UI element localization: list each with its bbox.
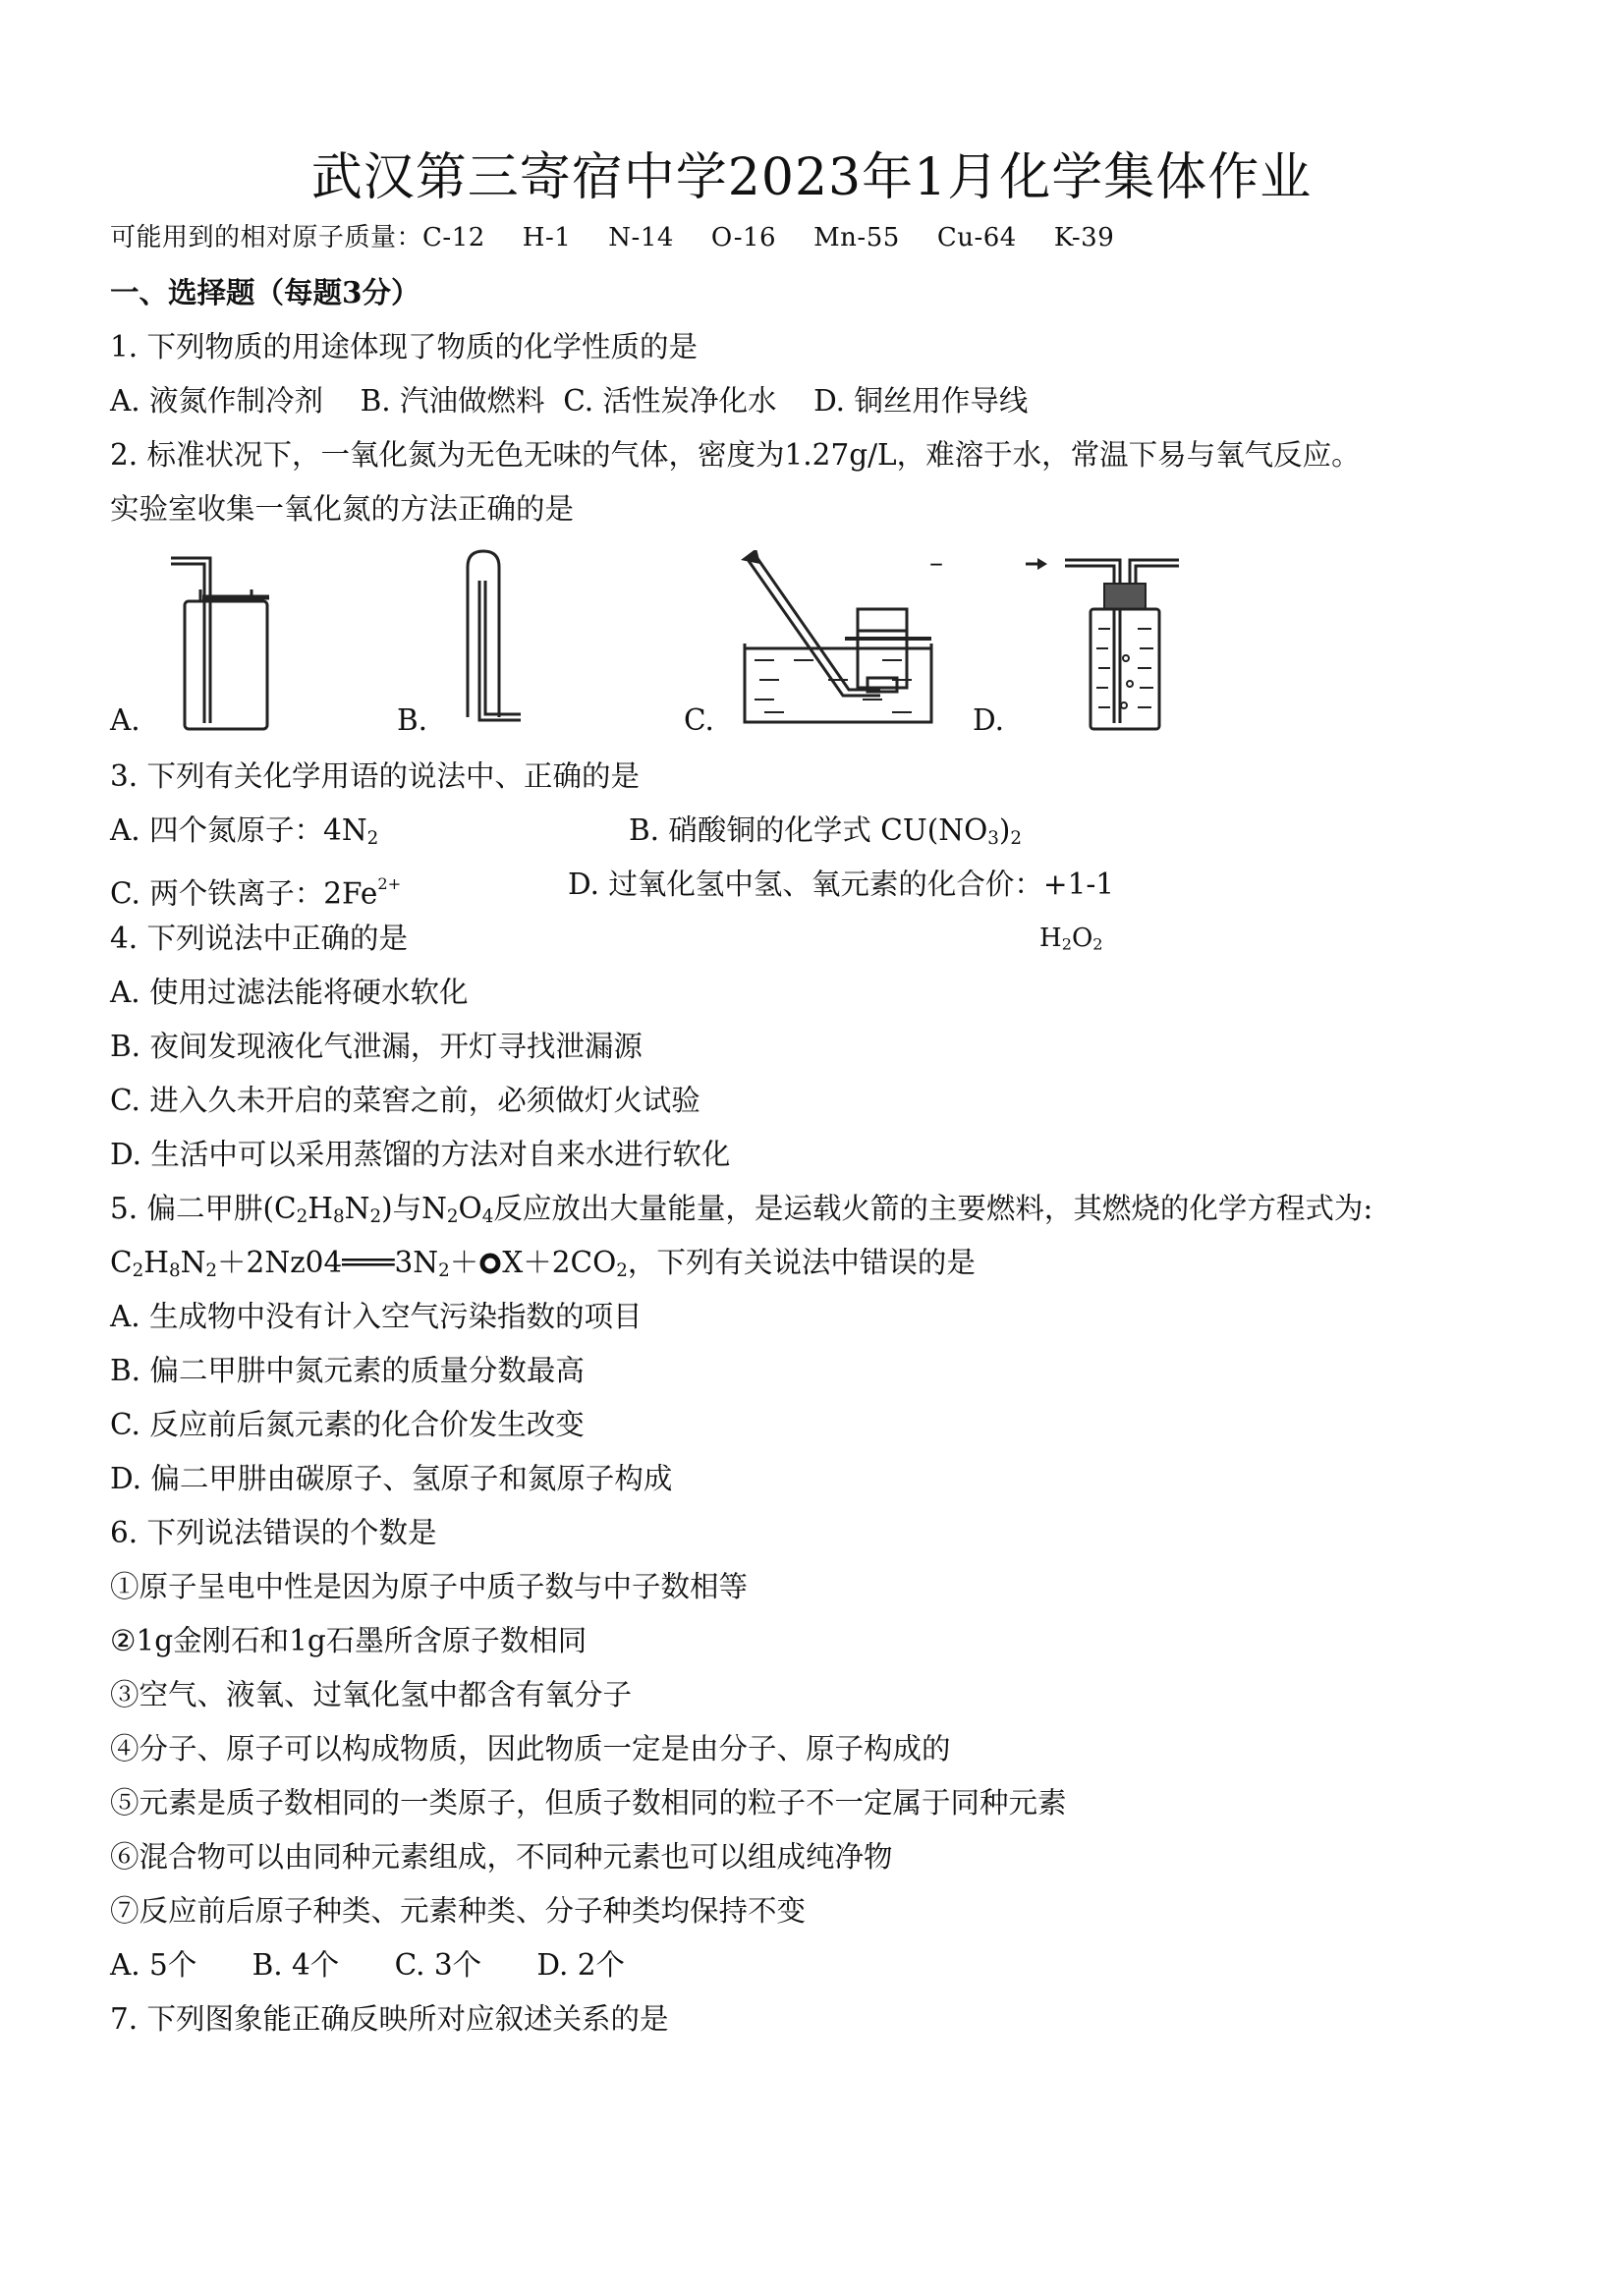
mass-h: H-1 xyxy=(522,223,572,252)
q2-option-c: C. xyxy=(684,703,714,737)
q4-option-a: A. 使用过滤法能将硬水软化 xyxy=(110,976,469,1009)
q5-option-a: A. 生成物中没有计入空气污染指数的项目 xyxy=(110,1300,643,1333)
q6-statement-3: ③空气、液氧、过氧化氢中都含有氧分子 xyxy=(110,1678,633,1711)
q1-option-d: D. 铜丝用作导线 xyxy=(813,384,1029,418)
mass-c: C-12 xyxy=(422,223,485,252)
q4-option-d: D. 生活中可以采用蒸馏的方法对自来水进行软化 xyxy=(110,1138,731,1171)
coefficient-blank-circle-icon xyxy=(478,1252,502,1275)
q6-option-b: B. 4个 xyxy=(252,1948,340,1982)
q7-stem: 7. 下列图象能正确反映所对应叙述关系的是 xyxy=(110,2002,669,2036)
q3-option-d: D. 过氧化氢中氢、氧元素的化合价：+1-1 xyxy=(568,868,1115,901)
q4-option-c: C. 进入久未开启的菜窖之前，必须做灯火试验 xyxy=(110,1084,700,1117)
q6-option-c: C. 3个 xyxy=(394,1948,482,1982)
q6-statement-2: ②1g金刚石和1g石墨所含原子数相同 xyxy=(110,1624,588,1657)
apparatus-c-dash: – xyxy=(929,546,943,579)
apparatus-a-bottle-long-tube xyxy=(167,550,285,737)
page-title: 武汉第三寄宿中学2023年1月化学集体作业 xyxy=(310,148,1313,207)
q2-option-b: B. xyxy=(397,703,428,737)
atomic-masses xyxy=(110,218,1151,257)
q6-option-d: D. 2个 xyxy=(536,1948,625,1982)
apparatus-c-water-trough xyxy=(735,550,961,737)
q6-stem: 6. 下列说法错误的个数是 xyxy=(110,1516,437,1549)
q2-stem-line2: 实验室收集一氧化氮的方法正确的是 xyxy=(110,492,575,526)
q3-option-a: A. 四个氮原子：$4N_2$ xyxy=(110,813,379,850)
section-heading: 一、选择题（每题3分） xyxy=(110,275,420,309)
q5-option-c: C. 反应前后氮元素的化合价发生改变 xyxy=(110,1408,585,1441)
h2o2-formula: $H_2O_2$ xyxy=(1039,924,1103,954)
mass-cu: Cu-64 xyxy=(936,223,1017,252)
q6-statement-4: ④分子、原子可以构成物质，因此物质一定是由分子、原子构成的 xyxy=(110,1732,951,1765)
q6-statement-1: ①原子呈电中性是因为原子中质子数与中子数相等 xyxy=(110,1570,749,1603)
mass-mn: Mn-55 xyxy=(813,223,900,252)
q6-statement-5: ⑤元素是质子数相同的一类原子，但质子数相同的粒子不一定属于同种元素 xyxy=(110,1786,1067,1820)
q6-statement-7: ⑦反应前后原子种类、元素种类、分子种类均保持不变 xyxy=(110,1894,807,1928)
q1-option-b: B. 汽油做燃料 xyxy=(360,384,545,418)
q2-stem-line1: 2. 标准状况下，一氧化氮为无色无味的气体，密度为1.27g/L，难溶于水，常温下易与氧气反应。 xyxy=(110,438,1361,472)
q5-option-d: D. 偏二甲肼由碳原子、氢原子和氮原子构成 xyxy=(110,1462,673,1495)
q4-stem: 4. 下列说法中正确的是 xyxy=(110,922,409,955)
q2-option-a: A. xyxy=(110,703,140,737)
q3-stem: 3. 下列有关化学用语的说法中、正确的是 xyxy=(110,759,641,793)
q2-option-d: D. xyxy=(973,703,1004,737)
q6-options xyxy=(110,1945,625,1985)
q1-option-c: C. 活性炭净化水 xyxy=(563,384,777,418)
q3-option-c: C. 两个铁离子：$2Fe^{2+}$ xyxy=(110,874,402,911)
q3-option-b: B. 硝酸铜的化学式 $CU(NO_3)_2$ xyxy=(629,813,1023,850)
q1-stem: 1. 下列物质的用途体现了物质的化学性质的是 xyxy=(110,330,699,364)
q5-option-b: B. 偏二甲肼中氮元素的质量分数最高 xyxy=(110,1354,585,1387)
atomic-masses-label: 可能用到的相对原子质量： xyxy=(110,223,423,252)
apparatus-b-test-tube xyxy=(452,545,531,737)
q6-statement-6: ⑥混合物可以由同种元素组成，不同种元素也可以组成纯净物 xyxy=(110,1840,893,1874)
apparatus-d-gas-washing-bottle xyxy=(1022,550,1189,737)
mass-n: N-14 xyxy=(608,223,674,252)
q6-option-a: A. 5个 xyxy=(110,1948,197,1982)
q1-option-a: A. 液氮作制冷剂 xyxy=(110,384,324,418)
mass-k: K-39 xyxy=(1053,223,1115,252)
q4-option-b: B. 夜间发现液化气泄漏，开灯寻找泄漏源 xyxy=(110,1030,643,1063)
mass-o: O-16 xyxy=(710,223,777,252)
q5-equation: $C_2H_8N_2+2Nz04═══3N_2+ X+2CO_2$，下列有关说法中错误的是 xyxy=(110,1246,976,1282)
q5-stem: 5. 偏二甲肼$(C_2H_8N_2)$与$N_2O_4$反应放出大量能量，是运载火箭的主要燃料，其燃烧的化学方程式为: xyxy=(110,1192,1373,1228)
q1-options xyxy=(110,381,1028,420)
